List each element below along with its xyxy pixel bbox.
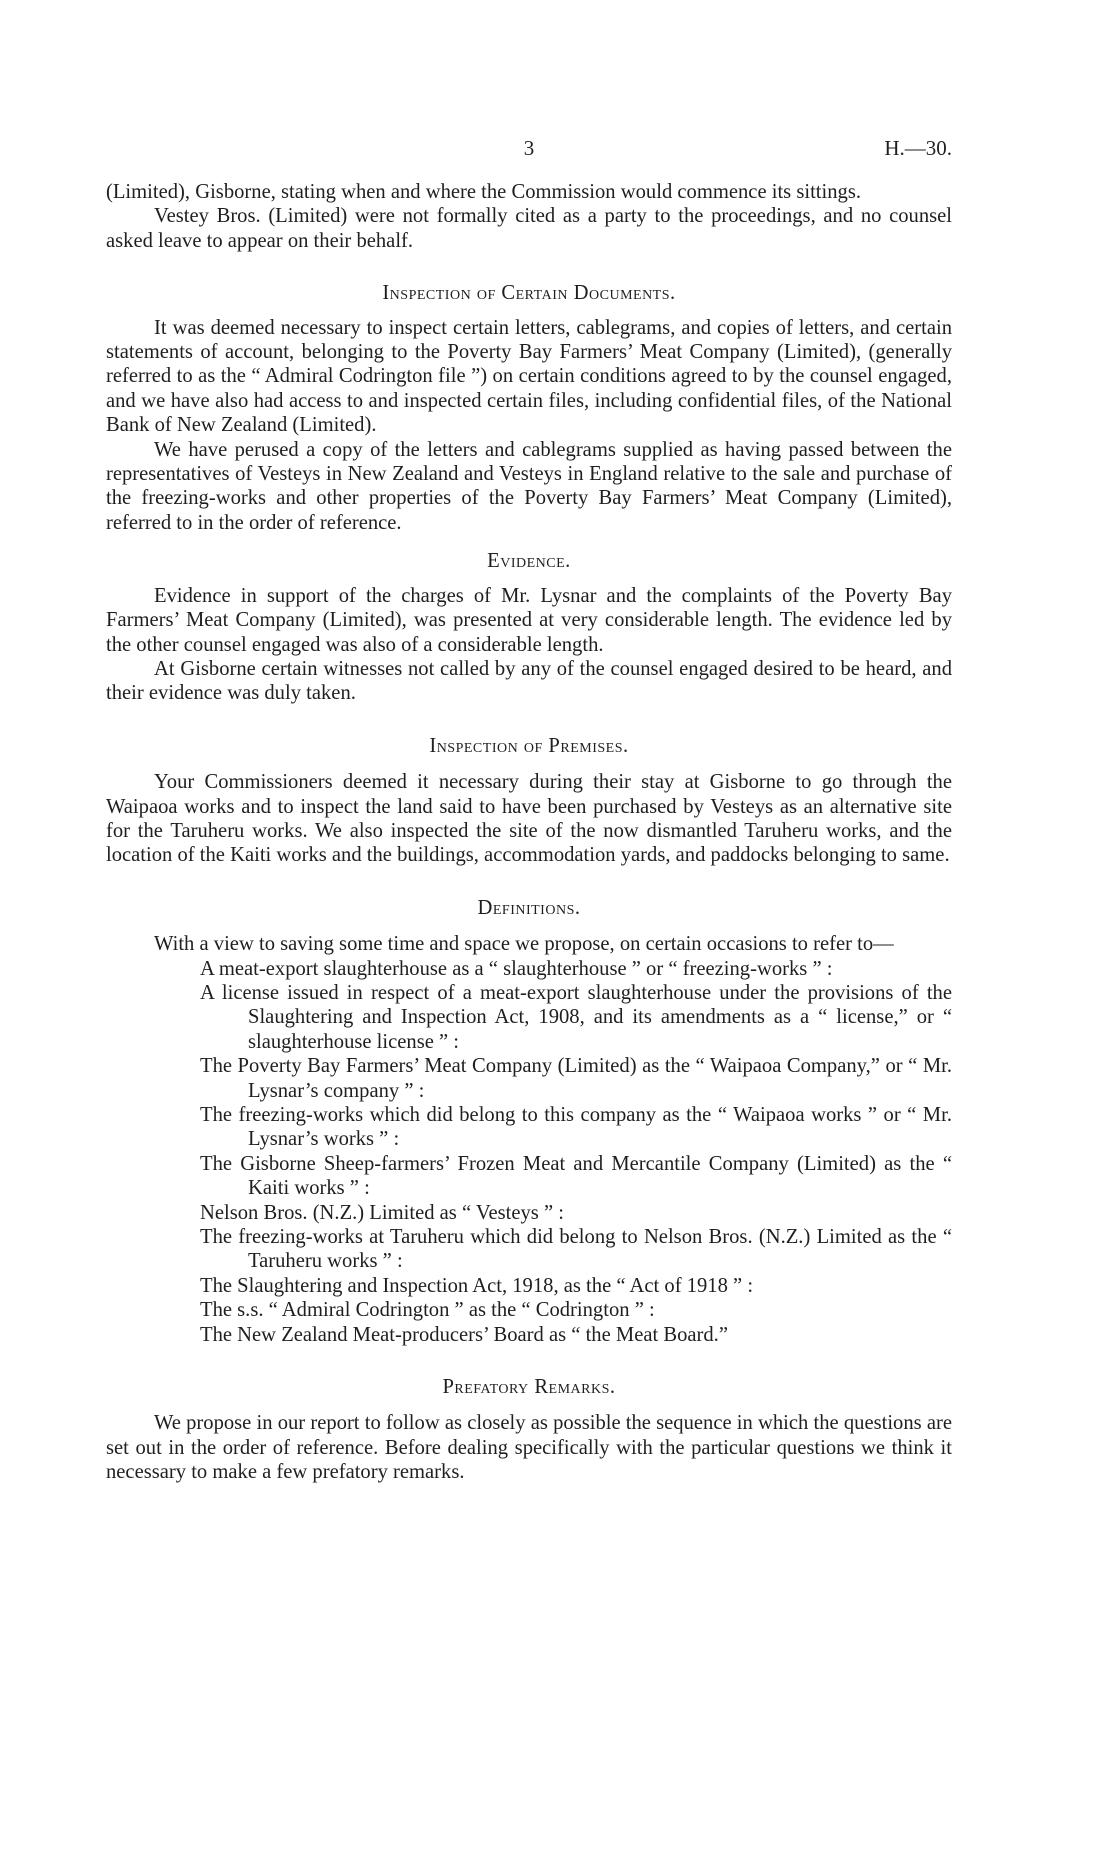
prefatory-heading: Prefatory Remarks. xyxy=(442,1376,616,1399)
inspection-documents-heading: Inspection of Certain Documents. xyxy=(382,282,676,305)
prefatory-paragraph-1: We propose in our report to follow as closely as possible the sequence in which the questions are set out in the order of reference. Before dealing specifically with the particular questions we think it necessary to make a few prefatory remarks. xyxy=(106,1412,952,1484)
definition-item: The Gisborne Sheep-farmers’ Frozen Meat and Mercantile Company (Limited) as the “ Kaiti works ” : xyxy=(200,1152,952,1200)
definition-item: Nelson Bros. (N.Z.) Limited as “ Vesteys ” : xyxy=(200,1201,564,1224)
prefatory-section xyxy=(106,1375,952,1485)
definitions-section xyxy=(106,896,952,1347)
inspection-documents-paragraph-2: We have perused a copy of the letters and cablegrams supplied as having passed between the representatives of Vesteys in New Zealand and Vesteys in England relative to the sale and purchase of the freezing-works and other properties of the Poverty Bay Farmers’ Meat Company (Limited), referred to in the order of reference. xyxy=(106,438,952,534)
page-header xyxy=(106,136,952,166)
definition-item: The s.s. “ Admiral Codrington ” as the “ Codrington ” : xyxy=(200,1299,655,1322)
definition-item: The New Zealand Meat-producers’ Board as “ the Meat Board.” xyxy=(200,1323,728,1346)
definition-item: The freezing-works at Taruheru which did belong to Nelson Bros. (N.Z.) Limited as the “ Taruheru works ” : xyxy=(200,1226,952,1273)
inspection-premises-paragraph-1: Your Commissioners deemed it necessary during their stay at Gisborne to go through the Waipaoa works and to inspect the land said to have been purchased by Vesteys as an alternative site for the Taruheru works. We also inspected the site of the now dismantled Taruheru works, and the location of the Kaiti works and the buildings, accommodation yards, and paddocks belonging to same. xyxy=(106,771,952,867)
intro-paragraph-1: (Limited), Gisborne, stating when and where the Commission would commence its sittings. xyxy=(106,181,861,203)
inspection-documents-section xyxy=(106,281,952,535)
definition-item: The Poverty Bay Farmers’ Meat Company (Limited) as the “ Waipaoa Company,” or “ Mr. Lysnar’s company ” : xyxy=(200,1055,952,1102)
document-page xyxy=(106,136,952,1485)
definitions-heading: Definitions. xyxy=(477,896,581,919)
definition-item: A license issued in respect of a meat-export slaughterhouse under the provisions of the Slaughtering and Inspection Act, 1908, and its amendments as a “ license,” or “ slaughterhouse license ” : xyxy=(200,981,952,1053)
definition-item: A meat-export slaughterhouse as a “ slaughterhouse ” or “ freezing-works ” : xyxy=(200,957,833,980)
evidence-heading: Evidence. xyxy=(487,550,571,573)
evidence-section xyxy=(106,549,952,705)
evidence-paragraph-2: At Gisborne certain witnesses not called by any of the counsel engaged desired to be heard, and their evidence was duly taken. xyxy=(106,657,952,705)
document-reference: H.—30. xyxy=(884,136,952,160)
inspection-premises-section xyxy=(106,734,952,868)
inspection-premises-heading: Inspection of Premises. xyxy=(429,734,629,757)
evidence-paragraph-1: Evidence in support of the charges of Mr. Lysnar and the complaints of the Poverty Bay Farmers’ Meat Company (Limited), was presented at very considerable length. The evidence led by the other counsel engaged was also of a considerable length. xyxy=(106,584,952,656)
definitions-list xyxy=(106,957,952,1348)
inspection-documents-paragraph-1: It was deemed necessary to inspect certain letters, cablegrams, and copies of letters, and certain statements of account, belonging to the Poverty Bay Farmers’ Meat Company (Limited), (generally referred to as the “ Admiral Codrington file ”) on certain conditions agreed to by the counsel engaged, and we have also had access to and inspected certain files, including confidential files, of the National Bank of New Zealand (Limited). xyxy=(106,316,952,437)
definitions-intro: With a view to saving some time and space we propose, on certain occasions to refer to— xyxy=(154,933,894,956)
page-number: 3 xyxy=(523,136,535,160)
intro-section xyxy=(106,180,952,253)
definition-item: The freezing-works which did belong to this company as the “ Waipaoa works ” or “ Mr. Lysnar’s works ” : xyxy=(200,1104,952,1151)
intro-paragraph-2: Vestey Bros. (Limited) were not formally cited as a party to the proceedings, and no counsel asked leave to appear on their behalf. xyxy=(106,205,952,252)
definition-item: The Slaughtering and Inspection Act, 1918, as the “ Act of 1918 ” : xyxy=(200,1274,754,1297)
